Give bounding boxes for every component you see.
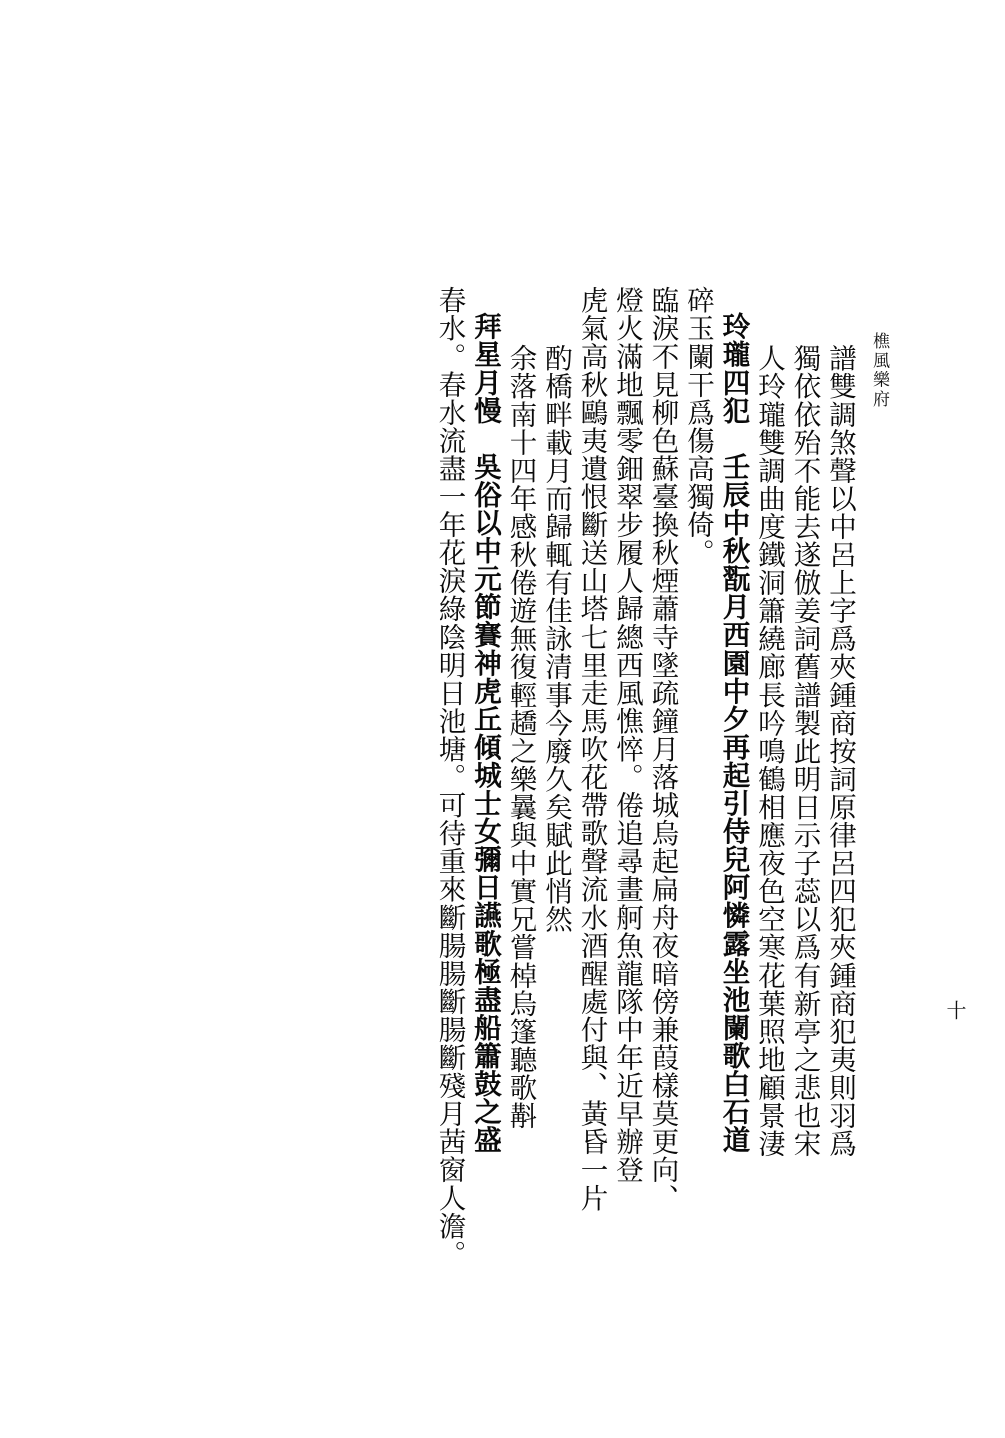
page-number: 十 xyxy=(943,1000,967,1021)
text-column xyxy=(613,286,641,1236)
text-column xyxy=(575,286,608,1236)
text-column-content: 燈火滿地飄零鈿翠步履人歸總西風憔悴。倦追尋畫舸魚龍隊中年近早辦登 xyxy=(611,286,643,1184)
text-column xyxy=(646,286,679,1236)
text-column xyxy=(433,286,466,1268)
text-column xyxy=(684,286,712,1236)
text-column-content: 酌橋畔載月而歸輒有佳詠清事今廢久矣賦此悄然 xyxy=(540,344,572,934)
text-column-content: 人玲瓏雙調曲度鐵洞簫繞廊長吟鳴鶴相應夜色空寒花葉照地顧景淒 xyxy=(753,344,785,1158)
text-column xyxy=(471,286,499,1236)
text-column-content: 春水。春水流盡一年花淚綠陰明日池塘。可待重來斷腸腸斷腸斷殘月茜窗人澹。 xyxy=(433,286,466,1268)
text-column-content: 碎玉闌干爲傷高獨倚。 xyxy=(682,286,714,567)
text-column xyxy=(755,286,783,1236)
text-column-content: 拜星月慢 吳俗以中元節賽神虎丘傾城士女彌日讌歌極盡船簫鼓之盛 xyxy=(469,312,501,1154)
running-header: 樵風樂府 xyxy=(869,332,889,410)
text-column-content: 虎氣高秋鷗夷遺恨斷送山塔七里走馬吹花帶歌聲流水酒醒處付與、黃昏一片 xyxy=(575,286,608,1212)
text-column-content: 獨依依殆不能去遂倣姜詞舊譜製此明日示子蕊以爲有新亭之悲也宋 xyxy=(788,344,821,1158)
text-column xyxy=(788,286,821,1236)
text-column xyxy=(504,286,537,1236)
text-body xyxy=(427,286,856,1268)
text-column xyxy=(542,286,570,1236)
text-column-content: 譜雙調煞聲以中呂上字爲夾鍾商按詞原律呂四犯夾鍾商犯夷則羽爲 xyxy=(824,344,856,1158)
text-column xyxy=(717,286,750,1236)
text-column-content: 余落南十四年感秋倦遊無復輕趫之樂曩與中實兄嘗棹烏篷聽歌斠 xyxy=(504,344,537,1130)
text-column xyxy=(826,286,854,1236)
text-column-content: 臨淚不見柳色蘇臺換秋煙蕭寺墜疏鐘月落城烏起扁舟夜暗傍兼葭樣莫更向、 xyxy=(646,286,679,1212)
text-column-content: 玲瓏四犯 壬辰中秋翫月西園中夕再起引侍兒阿憐露坐池闌歌白石道 xyxy=(717,312,750,1154)
